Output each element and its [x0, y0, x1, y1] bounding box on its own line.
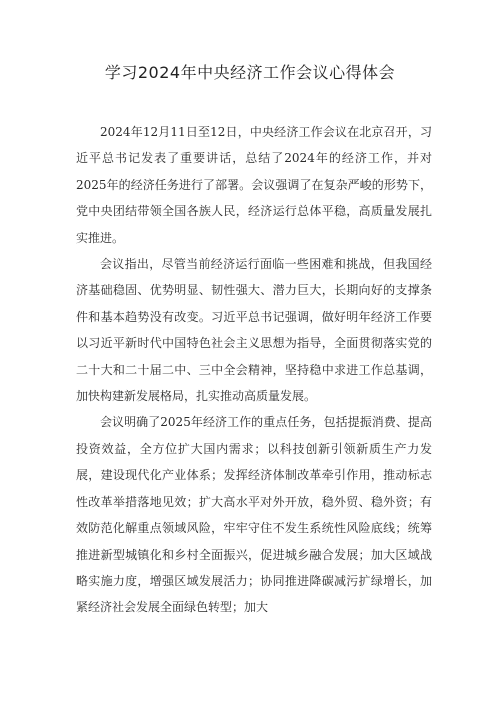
paragraph-2: 会议指出，尽管当前经济运行面临一些困难和挑战，但我国经济基础稳固、优势明显、韧性强大、潜力巨大，长期向好的支撑条件和基本趋势没有改变。习近平总书记强调，做好明年经济工作要以习近平新时代中国特色社会主义思想为指导，全面贯彻落实党的二十大和二十届二中、三中全会精神，坚持稳中求进工作总基调，加快构建新发展格局，扎实推动高质量发展。 — [76, 257, 432, 404]
document-body — [76, 119, 432, 621]
document-title: 学习2024年中央经济工作会议心得体会 — [104, 63, 396, 82]
paragraph-1: 2024年12月11日至12日，中央经济工作会议在北京召开，习近平总书记发表了重要讲话，总结了2024年的经济工作，并对2025年的经济任务进行了部署。会议强调了在复杂严峻的形势下，党中央团结带领全国各族人民，经济运行总体平稳，高质量发展扎实推进。 — [76, 125, 432, 245]
paragraph-3: 会议明确了2025年经济工作的重点任务，包括提振消费、提高投资效益，全方位扩大国内需求；以科技创新引领新质生产力发展，建设现代化产业体系；发挥经济体制改革牵引作用，推动标志性改革举措落地见效；扩大高水平对外开放，稳外贸、稳外资；有效防范化解重点领域风险，牢牢守住不发生系统性风险底线；统筹推进新型城镇化和乡村全面振兴，促进城乡融合发展；加大区域战略实施力度，增强区域发展活力；协同推进降碳减污扩绿增长，加紧经济社会发展全面绿色转型；加大 — [76, 415, 432, 615]
